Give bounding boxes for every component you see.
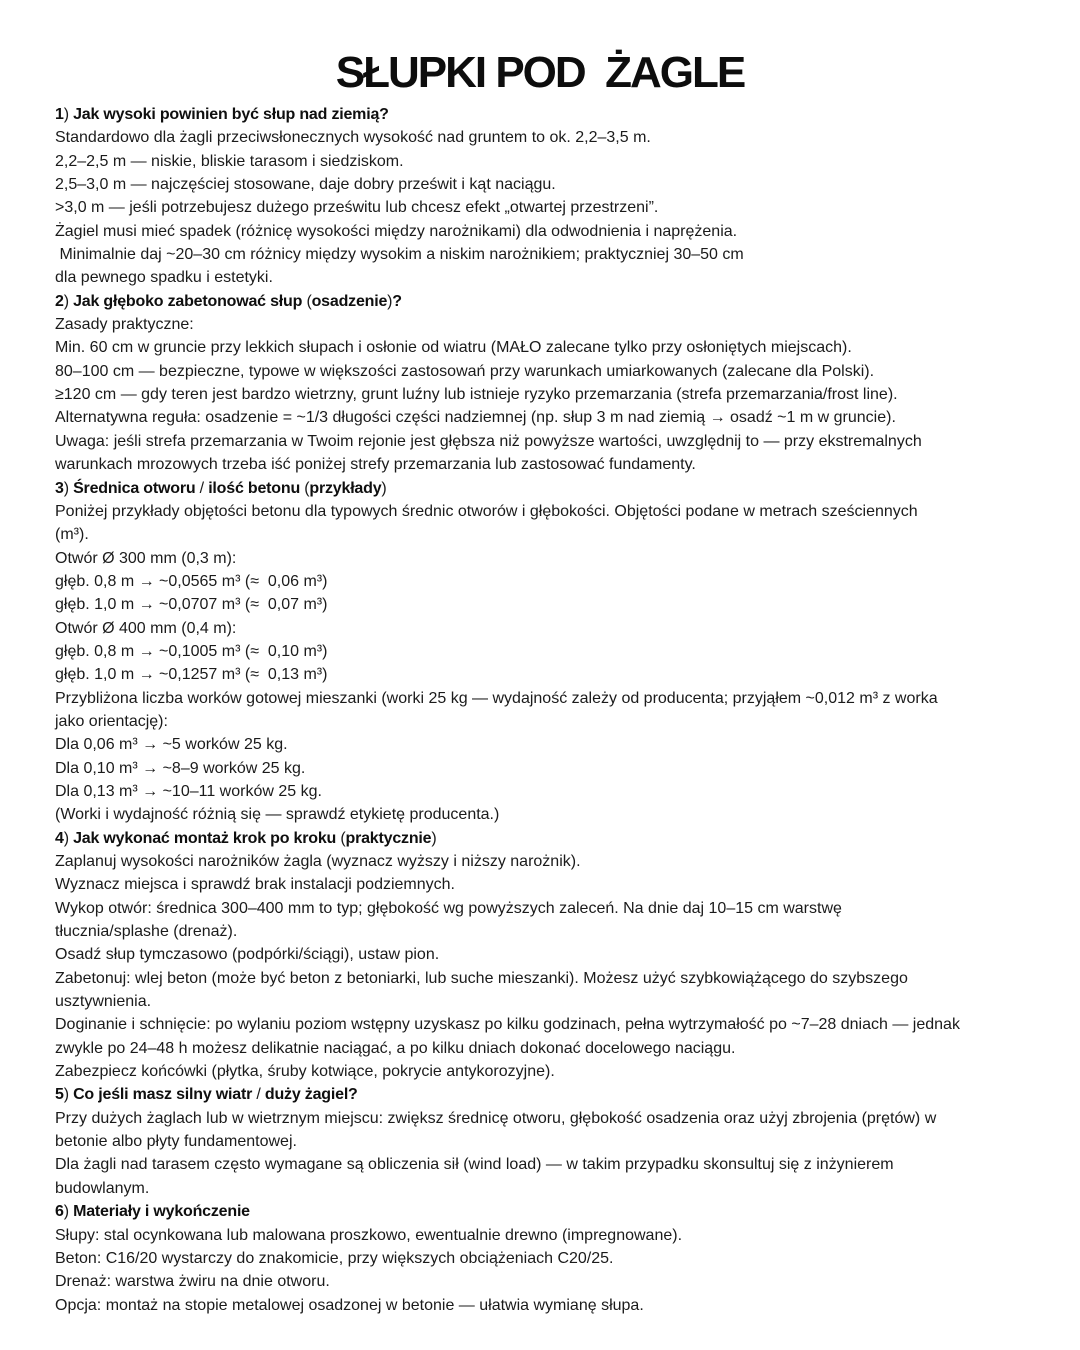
bold-text-segment: osadzenie	[311, 292, 388, 310]
text-segment: /	[195, 479, 209, 497]
text-line	[55, 967, 1060, 990]
text-segment: Wykop otwór: średnica 300–400 mm to typ; głębokość wg powyższych zaleceń. Na dnie daj 10–15 cm warstwę	[55, 899, 842, 917]
text-segment: Otwór Ø 400 mm (0,4 m):	[55, 619, 237, 637]
text-line	[55, 266, 1060, 289]
text-segment: )	[431, 829, 437, 847]
text-segment: Zabezpiecz końcówki (płytka, śruby kotwiące, pokrycie antykorozyjne).	[55, 1063, 555, 1081]
document-lines	[55, 103, 1060, 1317]
text-line	[55, 780, 1060, 803]
text-segment: /	[252, 1086, 265, 1104]
text-line	[55, 710, 1060, 733]
text-line	[55, 243, 1060, 266]
section-heading	[55, 290, 1060, 313]
text-line	[55, 640, 1060, 663]
text-segment: Beton: C16/20 wystarczy do znakomicie, przy większych obciążeniach C20/25.	[55, 1249, 614, 1267]
text-segment: (	[300, 479, 310, 497]
section-heading	[55, 827, 1060, 850]
text-line	[55, 430, 1060, 453]
text-segment: Osadź słup tymczasowo (podpórki/ściągi), ustaw pion.	[55, 946, 440, 964]
section-heading	[55, 1083, 1060, 1106]
bold-text-segment: 3	[55, 479, 64, 497]
text-line	[55, 593, 1060, 616]
text-segment: Standardowo dla żagli przeciwsłonecznych wysokość nad gruntem to ok. 2,2–3,5 m.	[55, 129, 651, 147]
text-line	[55, 803, 1060, 826]
text-line	[55, 1294, 1060, 1317]
text-segment: Dla 0,06 m³ → ~5 worków 25 kg.	[55, 736, 288, 754]
bold-text-segment: przykłady	[309, 479, 382, 497]
bold-text-segment: Jak wysoki powinien być słup nad ziemią?	[73, 106, 389, 123]
bold-text-segment: Materiały i wykończenie	[73, 1203, 250, 1221]
text-segment: )	[63, 292, 74, 310]
bold-text-segment: 4	[55, 829, 64, 847]
text-line	[55, 990, 1060, 1013]
text-line	[55, 220, 1060, 243]
text-segment: (Worki i wydajność różnią się — sprawdź etykietę producenta.)	[55, 806, 500, 824]
text-line	[55, 1177, 1060, 1200]
text-segment: (m³).	[55, 526, 89, 544]
bold-text-segment: Średnica otworu	[73, 479, 196, 497]
text-segment: zwykle po 24–48 h możesz delikatnie naciągać, a po kilku dniach dokonać docelowego naciągu.	[55, 1039, 736, 1057]
text-segment: Min. 60 cm w gruncie przy lekkich słupach i osłonie od wiatru (MAŁO zalecane tylko przy osłoniętych miejscach).	[55, 339, 852, 357]
text-segment: (	[306, 292, 312, 310]
text-line	[55, 360, 1060, 383]
text-line	[55, 383, 1060, 406]
text-segment: >3,0 m — jeśli potrzebujesz dużego prześwitu lub chcesz efekt „otwartej przestrzeni”.	[55, 199, 659, 217]
bold-text-segment: ?	[392, 292, 402, 310]
text-segment: Słupy: stal ocynkowana lub malowana proszkowo, ewentualnie drewno (impregnowane).	[55, 1226, 683, 1244]
text-segment: 80–100 cm — bezpieczne, typowe w większości zastosowań przy warunkach umiarkowanych (zalecane dla Polski).	[55, 362, 875, 380]
bold-text-segment: 2	[55, 292, 64, 310]
text-segment: tłucznia/splashe (drenaż).	[55, 923, 238, 941]
text-line	[55, 336, 1060, 359]
text-segment: )	[63, 1203, 74, 1221]
text-segment: Drenaż: warstwa żwiru na dnie otworu.	[55, 1273, 330, 1291]
text-segment: Uwaga: jeśli strefa przemarzania w Twoim rejonie jest głębsza niż powyższe wartości, uwzględnij to — przy ekstremalnych	[55, 432, 922, 450]
text-segment: Alternatywna reguła: osadzenie = ~1/3 długości części nadziemnej (np. słup 3 m nad ziemią → osadź ~1 m w gruncie).	[55, 409, 896, 427]
text-line	[55, 1037, 1060, 1060]
text-segment: głęb. 0,8 m → ~0,0565 m³ (≈ 0,06 m³)	[55, 572, 328, 590]
text-line	[55, 196, 1060, 219]
text-line	[55, 406, 1060, 429]
text-segment: Otwór Ø 300 mm (0,3 m):	[55, 549, 237, 567]
text-segment: Zasady praktyczne:	[55, 316, 194, 334]
text-line	[55, 1270, 1060, 1293]
text-segment: Dla 0,10 m³ → ~8–9 worków 25 kg.	[55, 759, 306, 777]
bold-text-segment: Jak wykonać montaż krok po kroku	[73, 829, 341, 847]
bold-text-segment: duży żagiel?	[264, 1086, 358, 1104]
text-segment: Poniżej przykłady objętości betonu dla typowych średnic otworów i głębokości. Objętości podane w metrach sześciennych	[55, 502, 918, 520]
text-segment: jako orientację):	[55, 712, 168, 730]
text-line	[55, 757, 1060, 780]
bold-text-segment: 5	[55, 1086, 64, 1104]
text-segment: głęb. 1,0 m → ~0,1257 m³ (≈ 0,13 m³)	[55, 666, 328, 684]
bold-text-segment: 6	[55, 1203, 64, 1221]
text-segment: )	[387, 292, 393, 310]
text-segment: usztywnienia.	[55, 993, 152, 1011]
text-line	[55, 523, 1060, 546]
text-segment: Dla żagli nad tarasem często wymagane są obliczenia sił (wind load) — w takim przypadku skonsultuj się z inżynierem	[55, 1156, 894, 1174]
text-segment: (	[340, 829, 346, 847]
text-segment: )	[63, 479, 74, 497]
text-line	[55, 850, 1060, 873]
section-heading	[55, 103, 1060, 126]
text-segment: budowlanym.	[55, 1179, 150, 1197]
text-line	[55, 173, 1060, 196]
text-segment: )	[381, 479, 387, 497]
section-heading	[55, 1200, 1060, 1223]
text-segment: Minimalnie daj ~20–30 cm różnicy między wysokim a niskim narożnikiem; praktyczniej 30–50 cm	[55, 246, 744, 264]
text-segment: Opcja: montaż na stopie metalowej osadzonej w betonie — ułatwia wymianę słupa.	[55, 1296, 644, 1314]
text-line	[55, 453, 1060, 476]
text-segment: 2,5–3,0 m — najczęściej stosowane, daje dobry prześwit i kąt naciągu.	[55, 176, 556, 194]
text-segment: 2,2–2,5 m — niskie, bliskie tarasom i siedziskom.	[55, 152, 404, 170]
text-line	[55, 873, 1060, 896]
text-line	[55, 1013, 1060, 1036]
bold-text-segment: 1	[55, 106, 64, 123]
text-segment: )	[63, 1086, 74, 1104]
text-segment: dla pewnego spadku i estetyki.	[55, 269, 273, 287]
text-line	[55, 150, 1060, 173]
text-segment: Doginanie i schnięcie: po wylaniu poziom wstępny uzyskasz po kilku godzinach, pełna wytrzymałość po ~7–28 dniach — jednak	[55, 1016, 960, 1034]
text-line	[55, 920, 1060, 943]
text-segment: Żagiel musi mieć spadek (różnicę wysokości między narożnikami) dla odwodnienia i naprężenia.	[55, 222, 738, 240]
text-line	[55, 126, 1060, 149]
text-segment: Wyznacz miejsca i sprawdź brak instalacji podziemnych.	[55, 876, 455, 894]
text-line	[55, 547, 1060, 570]
text-segment: betonie albo płyty fundamentowej.	[55, 1133, 297, 1151]
text-line	[55, 1224, 1060, 1247]
text-segment: Przybliżona liczba worków gotowej mieszanki (worki 25 kg — wydajność zależy od producenta; przyjąłem ~0,012 m³ z worka	[55, 689, 938, 707]
text-line	[55, 1153, 1060, 1176]
bold-text-segment: ilość betonu	[208, 479, 301, 497]
text-segment: Zaplanuj wysokości narożników żagla (wyznacz wyższy i niższy narożnik).	[55, 853, 581, 870]
text-segment: ≥120 cm — gdy teren jest bardzo wietrzny, grunt luźny lub istnieje ryzyko przemarzania (strefa przemarzania/frost line).	[55, 386, 898, 404]
text-segment: Dla 0,13 m³ → ~10–11 worków 25 kg.	[55, 782, 322, 800]
text-segment: )	[63, 829, 74, 847]
text-line	[55, 897, 1060, 920]
text-segment: głęb. 1,0 m → ~0,0707 m³ (≈ 0,07 m³)	[55, 596, 328, 614]
bold-text-segment: praktycznie	[345, 829, 432, 847]
text-segment: Zabetonuj: wlej beton (może być beton z betoniarki, lub suche mieszanki). Możesz użyć szybkowiążącego do szybszego	[55, 969, 908, 987]
text-segment: )	[63, 106, 74, 123]
bold-text-segment: Co jeśli masz silny wiatr	[73, 1086, 253, 1104]
text-segment: głęb. 0,8 m → ~0,1005 m³ (≈ 0,10 m³)	[55, 642, 328, 660]
text-line	[55, 500, 1060, 523]
text-line	[55, 1107, 1060, 1130]
text-line	[55, 943, 1060, 966]
section-heading	[55, 477, 1060, 500]
bold-text-segment: Jak głęboko zabetonować słup	[73, 292, 307, 310]
text-line	[55, 570, 1060, 593]
text-line	[55, 617, 1060, 640]
text-line	[55, 313, 1060, 336]
text-line	[55, 733, 1060, 756]
document-title: SŁUPKI POD ŻAGLE	[335, 48, 745, 97]
text-line	[55, 687, 1060, 710]
text-segment: warunkach mrozowych trzeba iść poniżej strefy przemarzania lub zastosować fundamenty.	[55, 456, 696, 474]
text-line	[55, 1130, 1060, 1153]
text-line	[55, 1247, 1060, 1270]
text-segment: Przy dużych żaglach lub w wietrznym miejscu: zwiększ średnicę otworu, głębokość osadzenia oraz użyj zbrojenia (prętów) w	[55, 1109, 937, 1127]
text-line	[55, 1060, 1060, 1083]
text-line	[55, 663, 1060, 686]
